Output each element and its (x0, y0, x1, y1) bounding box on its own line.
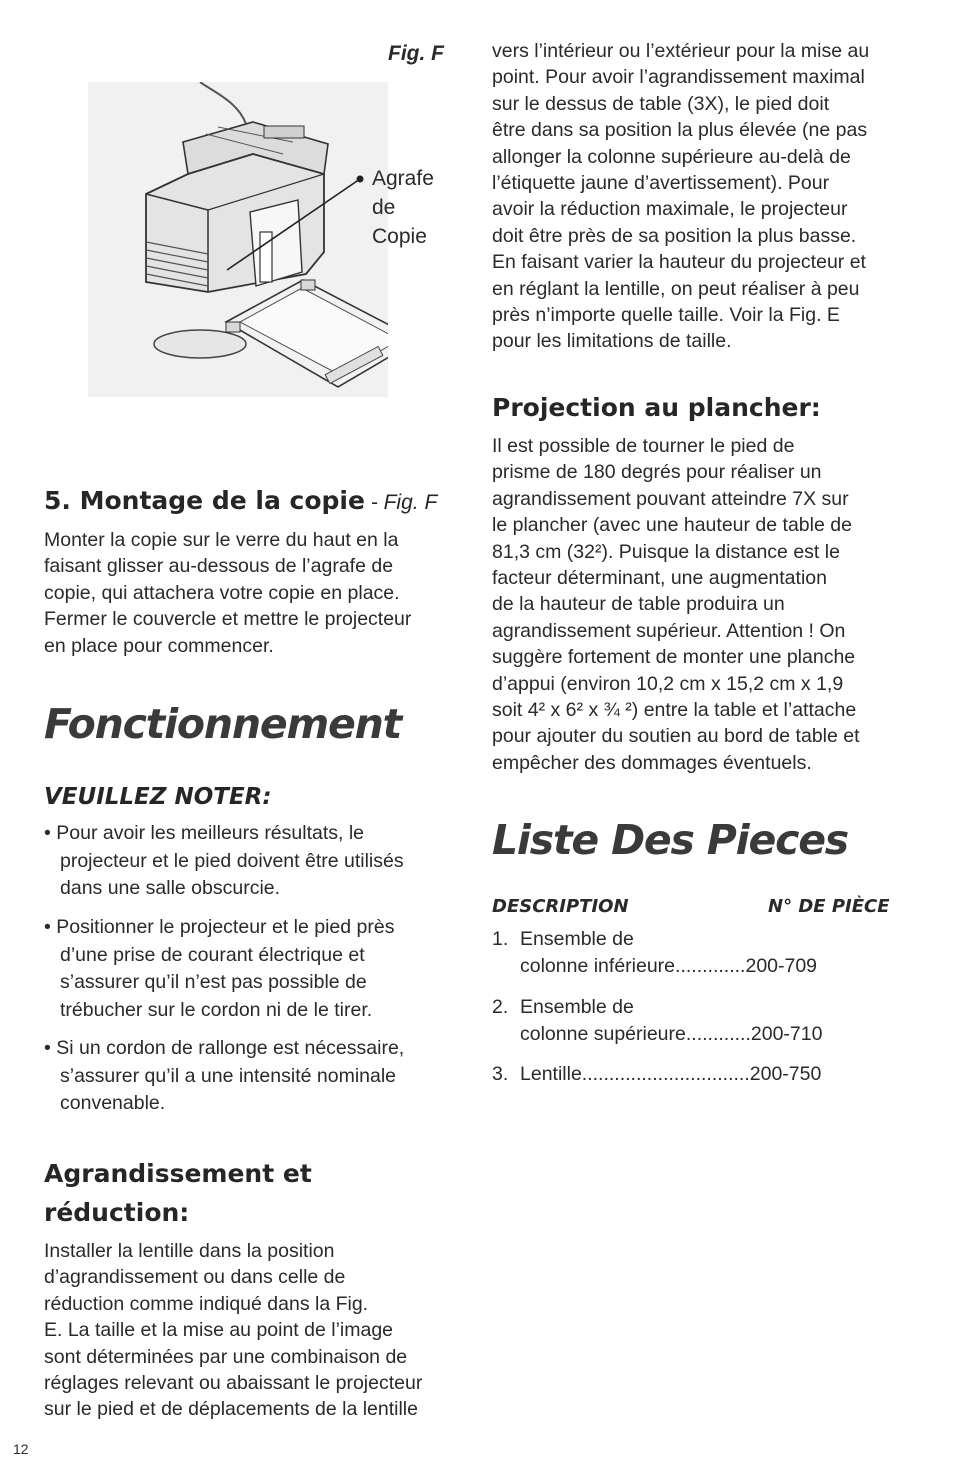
text-line: sont déterminées par une combinaison de (44, 1345, 408, 1368)
text-line: en réglant la lentille, on peut réaliser à peu (492, 277, 860, 300)
copy-clip-callout (372, 164, 434, 251)
text-line: E. La taille et la mise au point de l’image (44, 1319, 394, 1342)
parts-title: Liste Des Pieces (492, 816, 849, 864)
text-line: de la hauteur de table produira un (492, 593, 785, 616)
text-line: sur le pied et de déplacements de la lentille (44, 1398, 418, 1421)
bullet-line: projecteur et le pied doivent être utilisés (60, 849, 404, 872)
text-line: d’agrandissement ou dans celle de (44, 1266, 346, 1289)
text-line: agrandissement pouvant atteindre 7X sur (492, 487, 849, 510)
text-line: sur le dessus de table (3X), le pied doit (492, 92, 830, 115)
text-line: être dans sa position la plus élevée (ne pas (492, 119, 868, 142)
parts-item-leader: ............................... (581, 1063, 750, 1085)
text-line: d’appui (environ 10,2 cm x 15,2 cm x 1,9 (492, 672, 844, 695)
bullet-item (44, 1035, 404, 1118)
text-line: prisme de 180 degrés pour réaliser un (492, 461, 822, 484)
callout-line: Agrafe (372, 167, 434, 190)
parts-item-line1: Ensemble de (520, 996, 634, 1018)
text-line: pour les limitations de taille. (492, 330, 732, 353)
continuation-paragraph (492, 38, 869, 355)
bullet-line: s’assurer qu’il a une intensité nominale (60, 1064, 397, 1087)
text-line: soit 4² x 6² x ¾ ²) entre la table et l’attache (492, 699, 857, 722)
montage-heading (44, 486, 437, 515)
text-line: près n’importe quelle taille. Voir la Fig. E (492, 304, 840, 327)
parts-item-line2: Lentille (520, 1063, 582, 1085)
text-line: point. Pour avoir l’agrandissement maximal (492, 66, 865, 89)
parts-item-leader: ............ (685, 1023, 751, 1045)
bullet-line: • Positionner le projecteur et le pied près (44, 916, 395, 938)
bullet-line: s’assurer qu’il n’est pas possible de (60, 971, 367, 993)
projection-heading: Projection au plancher: (492, 393, 821, 422)
bullet-line: trébucher sur le cordon ni de le tirer. (60, 998, 373, 1021)
text-line: réglages relevant ou abaissant le projecteur (44, 1372, 423, 1395)
parts-item-number: 2. (492, 996, 509, 1018)
bullet-item (44, 820, 404, 903)
callout-line: Copie (372, 225, 427, 248)
figure-label: Fig. F (388, 42, 444, 65)
text-line: réduction comme indiqué dans la Fig. (44, 1292, 369, 1315)
bullet-line: • Si un cordon de rallonge est nécessaire, (44, 1037, 405, 1059)
page-number: 12 (13, 1441, 29, 1457)
text-line: vers l’intérieur ou l’extérieur pour la mise au (492, 40, 870, 62)
montage-heading-ref: - Fig. F (364, 491, 438, 514)
parts-item-number: 1. (492, 928, 509, 950)
text-line: agrandissement supérieur. Attention ! On (492, 619, 846, 642)
parts-item-number: 3. (492, 1063, 509, 1085)
callout-leader (219, 170, 369, 280)
text-line: pour ajouter du soutien au bord de table et (492, 725, 860, 748)
agrandissement-heading-line2: réduction: (44, 1198, 190, 1227)
text-line: copie, qui attachera votre copie en place. (44, 581, 400, 604)
fonctionnement-title: Fonctionnement (44, 700, 402, 748)
text-line: suggère fortement de monter une planche (492, 646, 856, 669)
text-line: faisant glisser au-dessous de l’agrafe de (44, 555, 394, 578)
callout-line: de (372, 196, 396, 219)
text-line: Installer la lentille dans la position (44, 1240, 335, 1262)
text-line: Fermer le couvercle et mettre le projecteur (44, 608, 412, 631)
text-line: facteur déterminant, une augmentation (492, 567, 827, 590)
text-line: en place pour commencer. (44, 634, 274, 657)
montage-paragraph (44, 527, 411, 659)
bullet-line: convenable. (60, 1092, 166, 1114)
parts-item-line2: colonne supérieure (520, 1023, 686, 1045)
projection-paragraph (492, 433, 860, 776)
bullet-item (44, 914, 394, 1024)
text-line: 81,3 cm (32²). Puisque la distance est le (492, 540, 840, 563)
bullet-line: d’une prise de courant électrique et (60, 943, 365, 966)
text-line: Il est possible de tourner le pied de (492, 435, 795, 457)
text-line: En faisant varier la hauteur du projecteur et (492, 251, 866, 274)
text-line: l’étiquette jaune d’avertissement). Pour (492, 172, 830, 195)
parts-item-code: 200-750 (749, 1063, 822, 1085)
text-line: allonger la colonne supérieure au-delà de (492, 145, 851, 168)
parts-item-code: 200-710 (750, 1023, 823, 1045)
text-line: le plancher (avec une hauteur de table de (492, 514, 852, 537)
parts-item-line1: Ensemble de (520, 928, 634, 950)
parts-col-number: N° DE PIÈCE (768, 896, 890, 917)
agrandissement-heading-line1: Agrandissement et (44, 1159, 312, 1188)
agrandissement-paragraph (44, 1238, 422, 1423)
text-line: Monter la copie sur le verre du haut en la (44, 529, 399, 551)
parts-item (492, 1061, 821, 1088)
text-line: avoir la réduction maximale, le projecteur (492, 198, 848, 221)
parts-item-line2: colonne inférieure (520, 955, 676, 977)
parts-item-code: 200-709 (745, 955, 818, 977)
parts-item (492, 926, 817, 980)
parts-col-description: DESCRIPTION (492, 896, 629, 917)
bullet-line: dans une salle obscurcie. (60, 877, 281, 899)
parts-item (492, 994, 822, 1048)
text-line: doit être près de sa position la plus basse. (492, 224, 857, 247)
text-line: empêcher des dommages éventuels. (492, 751, 812, 774)
parts-item-leader: ............. (675, 955, 746, 977)
note-heading: VEUILLEZ NOTER: (44, 784, 272, 810)
montage-heading-text: 5. Montage de la copie (44, 486, 365, 515)
bullet-line: • Pour avoir les meilleurs résultats, le (44, 822, 365, 844)
